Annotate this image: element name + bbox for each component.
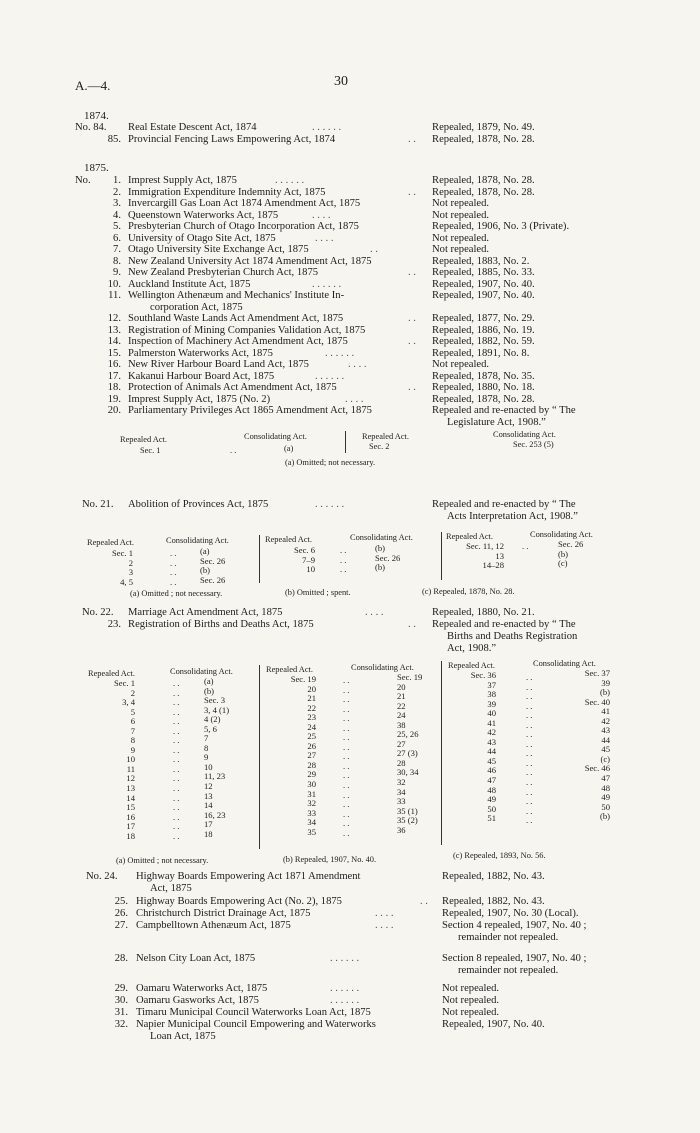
act-row-continuation bbox=[0, 882, 700, 895]
act-status-continuation bbox=[0, 416, 700, 429]
act-title: New River Harbour Board Land Act, 1875 bbox=[128, 359, 309, 370]
table-column: Sec. 11, 12 13 14–28 bbox=[466, 541, 504, 571]
table-footnote: (c) Repealed, 1878, No. 28. bbox=[422, 587, 515, 596]
act-row: 25. Highway Boards Empowering Act (No. 2), 1875 . . Repealed, 1882, No. 43. bbox=[0, 895, 700, 908]
act-status: Repealed, 1882, No. 43. bbox=[442, 896, 545, 907]
act-row: 23. Registration of Births and Deaths Act, 1875 . . Repealed and re-enacted by “ The bbox=[0, 618, 700, 631]
column-divider bbox=[259, 665, 260, 849]
table-column: (a) (b) Sec. 3 3, 4 (1) 4 (2) 5, 6 7 8 9 10 11, 23 12 13 14 16, 23 17 18 bbox=[204, 676, 230, 839]
column-divider bbox=[259, 535, 260, 583]
act-status: Not repealed. bbox=[442, 983, 500, 994]
act-title: Oamaru Gasworks Act, 1875 bbox=[136, 995, 259, 1006]
act-row: 15. Palmerston Waterworks Act, 1875 . . . . . . Repealed, 1891, No. 8. bbox=[0, 347, 700, 360]
act-status: Not repealed. bbox=[432, 209, 490, 221]
act-status: Repealed, 1907, No. 40. bbox=[442, 1019, 545, 1030]
act-number: 30. bbox=[114, 995, 128, 1006]
act-title: Immigration Expenditure Indemnity Act, 1875 bbox=[128, 186, 326, 198]
act-row: 4. Queenstown Waterworks Act, 1875 . . . . Not repealed. bbox=[0, 209, 700, 222]
column-header: Repealed Act. bbox=[266, 665, 313, 674]
act-number: 6. bbox=[113, 232, 121, 244]
table-cell: Sec. 253 (5) bbox=[513, 440, 554, 449]
act-status: Repealed, 1885, No. 33. bbox=[432, 267, 535, 278]
act-number: 16. bbox=[107, 359, 121, 370]
act-number: 3. bbox=[113, 198, 121, 209]
act-row: 7. Otago University Site Exchange Act, 1875 . . Not repealed. bbox=[0, 243, 700, 256]
act-title: Inspection of Machinery Act Amendment Act, 1875 bbox=[128, 336, 348, 347]
act-number: 20. bbox=[107, 405, 121, 416]
act-title: Palmerston Waterworks Act, 1875 bbox=[128, 347, 273, 359]
table-cell: (a) bbox=[284, 444, 294, 453]
act-status: Repealed, 1878, No. 35. bbox=[432, 370, 535, 382]
column-divider bbox=[441, 661, 442, 845]
act-number: 1. bbox=[113, 175, 121, 186]
act-title: Kakanui Harbour Board Act, 1875 bbox=[128, 370, 275, 382]
page-number: 30 bbox=[334, 74, 348, 89]
act-status-continued: Births and Deaths Registration bbox=[447, 631, 578, 642]
act-title: Invercargill Gas Loan Act 1874 Amendment Act, 1875 bbox=[128, 198, 361, 209]
act-number: No. 22. bbox=[82, 607, 114, 618]
act-row: No. 22. Marriage Act Amendment Act, 1875 . . . . Repealed, 1880, No. 21. bbox=[82, 607, 535, 618]
act-status-continuation bbox=[0, 510, 700, 523]
act-row: 17. Kakanui Harbour Board Act, 1875 . . . . . . Repealed, 1878, No. 35. bbox=[0, 370, 700, 383]
act-number: 26. bbox=[114, 908, 128, 919]
column-header: Consolidating Act. bbox=[350, 533, 413, 542]
column-header: Repealed Act. bbox=[265, 535, 312, 544]
table-column: Sec. 36 37 38 39 40 41 42 43 44 45 46 47 48 49 50 51 bbox=[470, 670, 496, 824]
act-row: 27. Campbelltown Athenæum Act, 1875 . . . . Section 4 repealed, 1907, No. 40 ; bbox=[0, 919, 700, 932]
table-column: Sec. 19 20 21 22 24 38 25, 26 27 27 (3) 28 30, 34 32 34 33 35 (1) 35 (2) 36 bbox=[397, 672, 423, 835]
act-status: Repealed, 1883, No. 2. bbox=[432, 255, 530, 267]
act-number: 4. bbox=[113, 209, 121, 221]
act-title: Protection of Animals Act Amendment Act, 1875 bbox=[128, 382, 337, 393]
table-column: Sec. 26 (b) (c) bbox=[558, 539, 584, 569]
act-title: Campbelltown Athenæum Act, 1875 bbox=[136, 920, 291, 931]
act-status-continued: remainder not repealed. bbox=[458, 932, 559, 943]
act-number: 23. bbox=[107, 619, 121, 630]
table-footnote: (b) Omitted ; spent. bbox=[285, 588, 351, 597]
table-column: Sec. 37 39 (b) Sec. 40 41 42 43 44 45 (c) Sec. 46 47 48 49 50 (b) bbox=[584, 668, 610, 822]
act-title: Queenstown Waterworks Act, 1875 bbox=[128, 209, 279, 221]
act-status: Repealed, 1878, No. 28. bbox=[432, 186, 535, 198]
act-status: Repealed, 1907, No. 30 (Local). bbox=[442, 908, 579, 919]
act-row: 2. Immigration Expenditure Indemnity Act, 1875 . . Repealed, 1878, No. 28. bbox=[0, 186, 700, 199]
act-status: Section 4 repealed, 1907, No. 40 ; bbox=[442, 920, 587, 931]
act-status: Not repealed. bbox=[442, 995, 500, 1006]
act-status: Not repealed. bbox=[432, 232, 490, 244]
column-header: Repealed Act. bbox=[88, 669, 135, 678]
document-reference: A.—4. bbox=[75, 78, 111, 93]
act-title: Registration of Mining Companies Validation Act, 1875 bbox=[128, 324, 366, 336]
act-title: Parliamentary Privileges Act 1865 Amendment Act, 1875 bbox=[128, 405, 372, 416]
act-status: Repealed, 1906, No. 3 (Private). bbox=[432, 221, 570, 232]
act-number: No. 84. bbox=[75, 122, 107, 133]
act-title: Imprest Supply Act, 1875 (No. 2) bbox=[128, 393, 271, 405]
column-header: Repealed Act. bbox=[446, 532, 493, 541]
act-row: No. 84. Real Estate Descent Act, 1874 . . . . . . Repealed, 1879, No. 49. bbox=[75, 122, 535, 133]
column-header: Repealed Act. bbox=[120, 435, 167, 444]
act-row: 28. Nelson City Loan Act, 1875 . . . . . . Section 8 repealed, 1907, No. 40 ; bbox=[0, 952, 700, 965]
column-header: Repealed Act. bbox=[87, 538, 134, 547]
act-title: Auckland Institute Act, 1875 bbox=[128, 278, 251, 290]
act-status: Not repealed. bbox=[442, 1007, 500, 1018]
act-number: 85. bbox=[107, 134, 121, 145]
act-title: Abolition of Provinces Act, 1875 bbox=[128, 499, 269, 510]
act-status: Repealed, 1880, No. 18. bbox=[432, 382, 535, 393]
act-status-continued: Act, 1908.” bbox=[447, 643, 497, 654]
act-title: Christchurch District Drainage Act, 1875 bbox=[136, 908, 311, 919]
table-footnote: (b) Repealed, 1907, No. 40. bbox=[283, 855, 377, 864]
act-status: Repealed, 1907, No. 40. bbox=[432, 278, 535, 290]
act-number: No. 24. bbox=[86, 871, 118, 882]
act-status: Repealed and re-enacted by “ The bbox=[432, 499, 576, 510]
table-footnote: (a) Omitted ; not necessary. bbox=[130, 589, 223, 598]
act-row: 6. University of Otago Site Act, 1875 . . . . Not repealed. bbox=[0, 232, 700, 245]
act-title: Oamaru Waterworks Act, 1875 bbox=[136, 983, 268, 994]
act-status: Repealed, 1886, No. 19. bbox=[432, 324, 535, 336]
act-status-continued: Acts Interpretation Act, 1908.” bbox=[447, 510, 578, 522]
act-row: 29. Oamaru Waterworks Act, 1875 . . . . . . Not repealed. bbox=[0, 982, 700, 995]
act-title: University of Otago Site Act, 1875 bbox=[128, 232, 276, 244]
act-number: 12. bbox=[107, 313, 121, 324]
act-number: No. 21. bbox=[82, 499, 114, 510]
act-status: Repealed, 1907, No. 40. bbox=[432, 290, 535, 301]
act-status: Repealed, 1878, No. 28. bbox=[432, 175, 535, 186]
act-title: Highway Boards Empowering Act (No. 2), 1875 bbox=[136, 896, 342, 907]
act-status: Repealed, 1877, No. 29. bbox=[432, 313, 535, 324]
act-title: Southland Waste Lands Act Amendment Act, 1875 bbox=[128, 313, 344, 324]
act-number: 19. bbox=[107, 393, 121, 405]
act-row-continuation bbox=[0, 1030, 700, 1043]
column-header: Consolidating Act. bbox=[493, 430, 556, 439]
act-status-continuation bbox=[0, 642, 700, 655]
column-header: Consolidating Act. bbox=[244, 432, 307, 441]
year-heading-1875: 1875. bbox=[84, 162, 109, 174]
column-header: Repealed Act. bbox=[362, 432, 409, 441]
act-status: Repealed, 1891, No. 8. bbox=[432, 347, 530, 359]
act-status: Section 8 repealed, 1907, No. 40 ; bbox=[442, 953, 587, 964]
act-status-continued: remainder not repealed. bbox=[458, 965, 559, 976]
act-status: Repealed, 1878, No. 28. bbox=[432, 134, 535, 145]
act-title: Timaru Municipal Council Waterworks Loan Act, 1875 bbox=[136, 1007, 371, 1018]
column-header: Repealed Act. bbox=[448, 661, 495, 670]
act-status: Repealed, 1879, No. 49. bbox=[432, 122, 535, 133]
act-title-continued: Act, 1875 bbox=[150, 883, 192, 894]
column-divider bbox=[345, 431, 346, 453]
act-number: 17. bbox=[107, 370, 121, 382]
table-cell: Sec. 2 bbox=[369, 442, 390, 451]
act-title: Napier Municipal Council Empowering and Waterworks bbox=[136, 1019, 376, 1030]
table-column: Sec. 6 7–9 10 bbox=[293, 545, 315, 575]
act-row: 18. Protection of Animals Act Amendment Act, 1875 . . Repealed, 1880, No. 18. bbox=[0, 381, 700, 394]
act-number: 7. bbox=[113, 244, 121, 255]
act-number: 8. bbox=[113, 255, 121, 267]
table-column: (b) Sec. 26 (b) bbox=[375, 543, 401, 573]
act-row: 19. Imprest Supply Act, 1875 (No. 2) . . . . Repealed, 1878, No. 28. bbox=[0, 393, 700, 406]
act-number: 2. bbox=[113, 186, 121, 198]
act-row: 12. Southland Waste Lands Act Amendment Act, 1875 . . Repealed, 1877, No. 29. bbox=[0, 312, 700, 325]
act-status: Repealed and re-enacted by “ The bbox=[432, 619, 576, 630]
act-number: 10. bbox=[107, 278, 121, 290]
act-status: Repealed and re-enacted by “ The bbox=[432, 405, 576, 416]
act-status: Not repealed. bbox=[432, 198, 490, 209]
act-status: Repealed, 1878, No. 28. bbox=[432, 393, 535, 405]
act-status: Repealed, 1882, No. 43. bbox=[442, 871, 545, 882]
act-row: 16. New River Harbour Board Land Act, 1875 . . . . Not repealed. bbox=[0, 358, 700, 371]
act-title: Imprest Supply Act, 1875 bbox=[128, 175, 237, 186]
act-number: 14. bbox=[107, 336, 121, 347]
act-title: Marriage Act Amendment Act, 1875 bbox=[128, 607, 283, 618]
act-title: Presbyterian Church of Otago Incorporation Act, 1875 bbox=[128, 221, 359, 232]
table-column: (a) Sec. 26 (b) Sec. 26 bbox=[200, 546, 226, 585]
act-title-continued: Loan Act, 1875 bbox=[150, 1031, 216, 1042]
column-header: Consolidating Act. bbox=[351, 663, 414, 672]
act-number: 15. bbox=[107, 347, 121, 359]
act-row: 30. Oamaru Gasworks Act, 1875 . . . . . . Not repealed. bbox=[0, 994, 700, 1007]
table-column: Sec. 1 2 3 4, 5 bbox=[111, 548, 133, 587]
act-number: 13. bbox=[107, 324, 121, 336]
document-page: A.—4. 30 1874. No. 84. Real Estate Descent Act, 1874 . . . . . . Repealed, 1879, No. 49. 85. Provincial Fencing Laws Empowering Act, 1874 . . Repealed, 1878, No. 28. 1875. No. 1. Imprest Supply Act, 1875 . . . . . . Repealed, 1878, No. 28. 2. Immigration Expenditure Indemnity Act, 1875 . . Repealed, 1878, No. 28. 3. Invercargill Gas Loan Act 1874 Amendment Act, 1875 Not repealed. 4. Queenstown Waterworks Act, 1875 . . . . Not repealed. 5. Presbyterian Church of Otago Incorporation Act, 1875 Repealed, 1906, No. 3 (Private). 6. University of Otago Site Act, 1875 . . . . Not repealed. 7. Otago University Site Exchange Act, 1875 . . Not repealed. 8. New Zealand University Act 1874 Amendment Act, 1875 Repealed, 1883, No. 2. 9. New Zealand Presbyterian Church Act, 1875 . . Repealed, 1885, No. 33. 10. Auckland Institute Act, 1875 . . . . . . Repealed, 1907, No. 40. 11. Wellington Athenæum and Mechanics' Institute In- Repealed, 1907, No. 40. corporation Act, 1875 12. Southland Waste Lands Act Amendment Act, 1875 . . Repealed, 1877, No. 29. 13. Registration of Mining Companies Validation Act, 1875 Repealed, 1886, No. 19. 14. Inspection of Machinery Act Amendment Act, 1875 . . Repealed, 1882, No. 59. 15. Palmerston Waterworks Act, 1875 . . . . . . Repealed, 1891, No. 8. 16. New River Harbour Board Land Act, 1875 . . . . Not repealed. 17. Kakanui Harbour Board Act, 1875 . . . . . . Repealed, 1878, No. 35. 18. Protection of Animals Act Amendment Act, 1875 . . Repealed, 1880, No. 18. 19. Imprest Supply Act, 1875 (No. 2) . . . . Repealed, 1878, No. 28. 20. Parliamentary Privileges Act 1865 Amendment Act, 1875 Repealed and re-enacted by “ The Legislature Act, 1908.” Repealed Act. Consolidating Act. Sec. 1 . . (a) Repealed Act. Sec. 2 Consolidating Act. Sec. 253 (5) (a) Omitted; not necessary. No. 21. Abolition of Provinces Act, 1875 . . . . . . Repealed and re-enacted by “ The Acts Interpretation Act, 1908.” Repealed Act. Consolidating Act. Sec. 1 2 3 4, 5 . . . . . . . . (a) Sec. 26 (b) Sec. 26 Repealed Act. Sec. 6 7–9 10 . . . . . . Consolidating Act. (b) Sec. 26 (b) Repealed Act. Sec. 11, 12 13 14–28 . . Consolidating Act. Sec. 26 (b) (c) (a) Omitted ; not necessary. (b) Omitted ; spent. (c) Repealed, 1878, No. 28. No. 22. Marriage Act Amendment Act, 1875 . . . . Repealed, 1880, No. 21. 23. Registration of Births and Deaths Act, 1875 . . Repealed and re-enacted by “ The Births and Deaths Registration Act, 1908.” Repealed Act. Consolidating Act. Sec. 1 2 3, 4 5 6 7 8 9 10 11 12 13 14 15 16 17 18 . . . . . . . . . . . . . . . . . . . . . . . . . . . . . . . . . . (a) (b) Sec. 3 3, 4 (1) 4 (2) 5, 6 7 8 9 10 11, 23 12 13 14 16, 23 17 18 Repealed Act. Sec. 19 20 21 22 23 24 25 26 27 28 29 30 31 32 33 34 35 . . . . . . . . . . . . . . . . . . . . . . . . . . . . . . . . . . Consolidating Act. Sec. 19 20 21 22 24 38 25, 26 27 27 (3) 28 30, 34 32 34 33 35 (1) 35 (2) 36 Repealed Act. Sec. 36 37 38 39 40 41 42 43 44 45 46 47 48 49 50 51 . . . . . . . . . . . . . . . . . . . . . . . . . . . . . . . . Consolidating Act. Sec. 37 39 (b) Sec. 40 41 42 43 44 45 (c) Sec. 46 47 48 49 50 (b) (a) Omitted ; not necessary. (b) Repealed, 1907, No. 40. (c) Repealed, 1893, No. 56. No. 24. Highway Boards Empowering Act 1871 Amendment Repealed, 1882, No. 43. Act, 1875 25. Highway Boards Empowering Act (No. 2), 1875 . . Repealed, 1882, No. 43. 26. Christchurch District Drainage Act, 1875 . . . . Repealed, 1907, No. 30 (Local). 27. Campbelltown Athenæum Act, 1875 . . . . Section 4 repealed, 1907, No. 40 ; remainder not repealed. 28. Nelson City Loan Act, 1875 . . . . . . Section 8 repealed, 1907, No. 40 ; remainder not repealed. 29. Oamaru Waterworks Act, 1875 . . . . . . Not repealed. 30. Oamaru Gasworks Act, 1875 . . . . . . Not repealed. 31. Timaru Municipal Council Waterworks Loan Act, 1875 Not repealed. 32. Napier Municipal Council Empowering and Waterworks Repealed, 1907, No. 40. Loan Act, 1875 bbox=[0, 0, 700, 1133]
table-cell: Sec. 1 bbox=[140, 446, 161, 455]
act-row: 9. New Zealand Presbyterian Church Act, 1875 . . Repealed, 1885, No. 33. bbox=[0, 266, 700, 279]
act-number: 18. bbox=[107, 382, 121, 393]
act-number: 32. bbox=[114, 1019, 128, 1030]
table-column: Sec. 1 2 3, 4 5 6 7 8 9 10 11 12 13 14 15 16 17 18 bbox=[113, 678, 135, 841]
act-number: 28. bbox=[114, 953, 128, 964]
act-status: Not repealed. bbox=[432, 244, 490, 255]
column-header: Consolidating Act. bbox=[166, 536, 229, 545]
act-title: Real Estate Descent Act, 1874 bbox=[128, 122, 257, 133]
act-title: Registration of Births and Deaths Act, 1875 bbox=[128, 619, 314, 630]
act-number: 25. bbox=[114, 896, 128, 907]
table-footnote: (c) Repealed, 1893, No. 56. bbox=[453, 851, 546, 860]
act-title: Wellington Athenæum and Mechanics' Institute In- bbox=[128, 290, 345, 301]
act-title-continued: corporation Act, 1875 bbox=[150, 301, 243, 313]
act-title: Otago University Site Exchange Act, 1875 bbox=[128, 244, 309, 255]
act-number: 27. bbox=[114, 920, 128, 931]
act-number: 11. bbox=[108, 290, 121, 301]
column-divider bbox=[441, 532, 442, 580]
act-title: Nelson City Loan Act, 1875 bbox=[136, 953, 256, 964]
act-status-continuation bbox=[0, 964, 700, 977]
table-footnote: (a) Omitted; not necessary. bbox=[285, 458, 376, 467]
act-number: 9. bbox=[113, 267, 121, 278]
act-status-continued: Legislature Act, 1908.” bbox=[447, 416, 546, 428]
act-title: Provincial Fencing Laws Empowering Act, 1874 bbox=[128, 134, 336, 145]
act-title: Highway Boards Empowering Act 1871 Amendment bbox=[136, 871, 361, 882]
act-row: 26. Christchurch District Drainage Act, 1875 . . . . Repealed, 1907, No. 30 (Local). bbox=[0, 907, 700, 920]
act-number: 29. bbox=[114, 983, 128, 994]
act-status: Not repealed. bbox=[432, 359, 490, 370]
act-status-continuation bbox=[0, 931, 700, 944]
act-row: No. 1. Imprest Supply Act, 1875 . . . . . . Repealed, 1878, No. 28. bbox=[75, 175, 535, 186]
act-row: 10. Auckland Institute Act, 1875 . . . . . . Repealed, 1907, No. 40. bbox=[0, 278, 700, 291]
act-title: New Zealand Presbyterian Church Act, 1875 bbox=[128, 267, 319, 278]
act-row: No. 21. Abolition of Provinces Act, 1875 . . . . . . Repealed and re-enacted by “ The bbox=[82, 499, 576, 510]
no-label: No. bbox=[75, 175, 91, 186]
act-number: 5. bbox=[113, 221, 121, 232]
act-status: Repealed, 1880, No. 21. bbox=[432, 607, 535, 618]
column-header: Consolidating Act. bbox=[530, 530, 593, 539]
column-header: Consolidating Act. bbox=[170, 667, 233, 676]
column-header: Consolidating Act. bbox=[533, 659, 596, 668]
act-number: 31. bbox=[114, 1007, 128, 1018]
act-row: 85. Provincial Fencing Laws Empowering Act, 1874 . . Repealed, 1878, No. 28. bbox=[0, 133, 700, 146]
act-title: New Zealand University Act 1874 Amendment Act, 1875 bbox=[128, 255, 372, 267]
act-row: 14. Inspection of Machinery Act Amendment Act, 1875 . . Repealed, 1882, No. 59. bbox=[0, 335, 700, 348]
act-status: Repealed, 1882, No. 59. bbox=[432, 336, 535, 347]
table-footnote: (a) Omitted ; not necessary. bbox=[116, 856, 209, 865]
year-heading-1874: 1874. bbox=[84, 110, 109, 122]
table-column: Sec. 19 20 21 22 23 24 25 26 27 28 29 30 31 32 33 34 35 bbox=[290, 674, 316, 837]
